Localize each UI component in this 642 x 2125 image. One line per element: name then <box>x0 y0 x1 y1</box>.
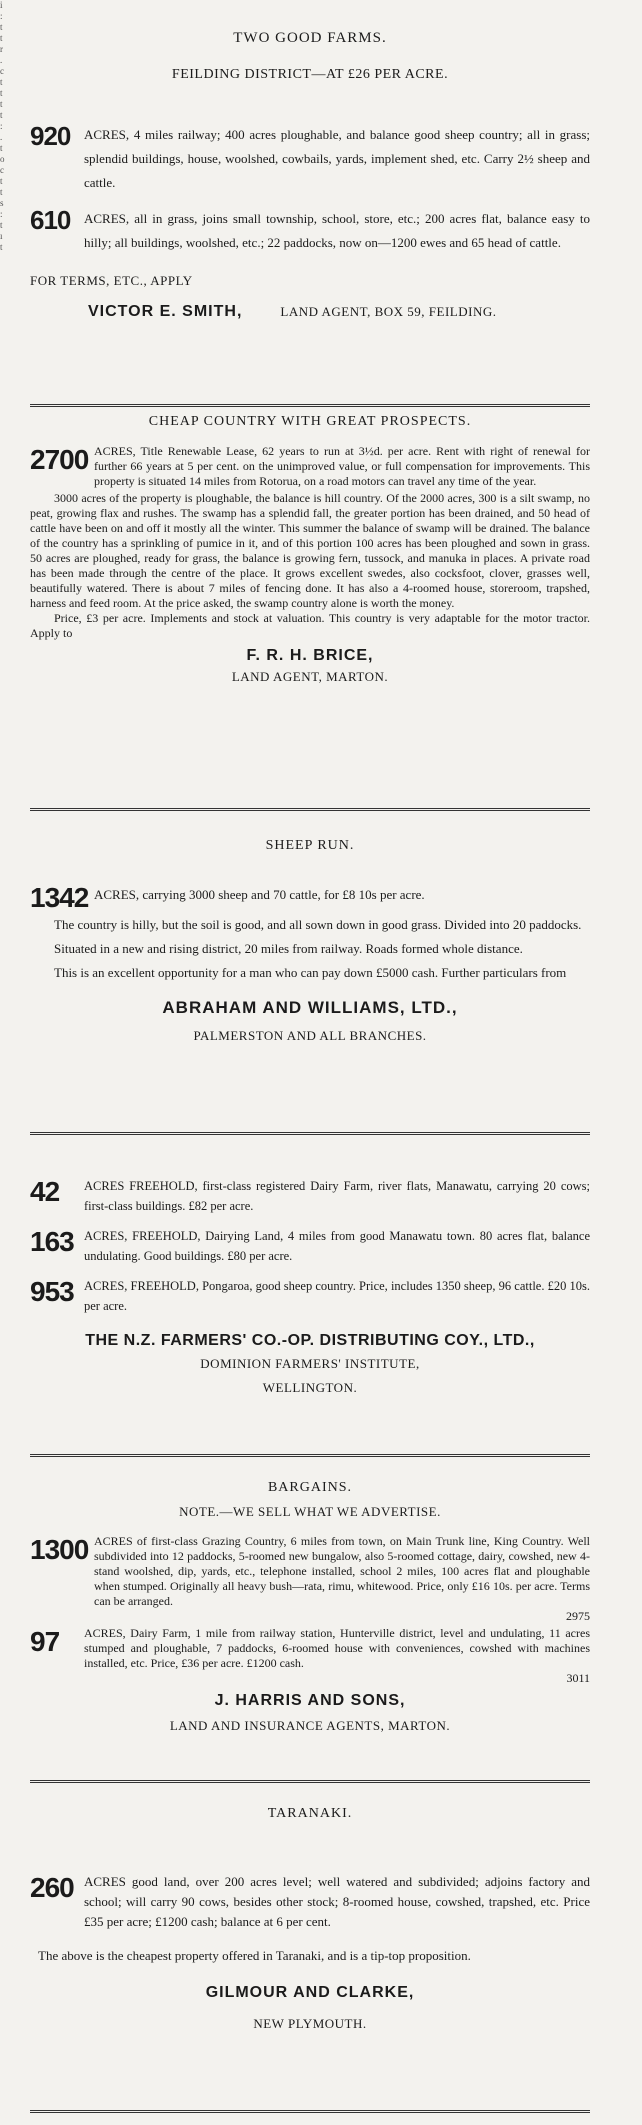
listing-text: ACRES of first-class Grazing Country, 6 miles from town, on Main Trunk line, King Country. Well subdivided into 12 paddocks, 5-roomed new bungalow, also 5-roomed cottage, dairy, cowshed, new 4-stand woolshed, dip, yards, etc., telephone installed, school 2 miles, 100 acres flat and ploughable when stumped. Originally all heavy bush—rata, rimu, whitewood. Price, only £16 10s. per acre. Terms can be arranged. <box>94 1534 590 1608</box>
listing-text: ACRES, Dairy Farm, 1 mile from railway station, Hunterville district, level and undulating, 11 acres stumped and ploughable, 7 paddocks, 6-roomed house with conveniences, cowshed with machines installed, etc. Price, £36 per acre. £1200 cash. <box>84 1626 590 1670</box>
section-title: CHEAP COUNTRY WITH GREAT PROSPECTS. <box>148 414 472 429</box>
acreage-number: 97 <box>30 1626 60 1657</box>
listing-price: Price, £3 per acre. Implements and stock at valuation. This country is very adaptable for the motor tractor. Apply to <box>30 611 590 640</box>
listing-text: ACRES, 4 miles railway; 400 acres ploughable, and balance good sheep country; all in grass; splendid buildings, house, woolshed, cowbails, yards, implement shed, etc. Carry 2½ sheep and cattle. <box>84 127 590 190</box>
section-divider <box>30 404 590 407</box>
section-title: TARANAKI. <box>267 1806 353 1821</box>
listing-text: ACRES, all in grass, joins small township, school, store, etc.; 200 acres flat, balance easy to hilly; all buildings, woolshed, etc.; 22 paddocks, now on—1200 ewes and 65 head of cattle. <box>84 211 590 250</box>
section-divider <box>30 1780 590 1783</box>
acreage-number: 1342 <box>30 882 89 913</box>
section-divider <box>30 1454 590 1457</box>
listing-42 <box>30 1176 590 1216</box>
acreage-number: 610 <box>30 205 71 235</box>
agent-name: GILMOUR AND CLARKE, <box>205 1984 415 2001</box>
reference-number: 3011 <box>566 1671 590 1685</box>
listing-note: The above is the cheapest property offered in Taranaki, and is a tip-top proposition. <box>38 1948 471 1963</box>
left-margin-strip: i : t t r . c t t t t : . t o c t t s : t ı t <box>0 0 5 252</box>
ad-two-good-farms <box>30 30 590 321</box>
acreage-number: 2700 <box>30 444 89 475</box>
section-divider <box>30 2110 590 2113</box>
acreage-number: 1300 <box>30 1534 89 1565</box>
ad-nz-farmers <box>30 1176 590 1396</box>
agent-detail: LAND AND INSURANCE AGENTS, MARTON. <box>169 1718 451 1733</box>
listing-97 <box>30 1626 590 1686</box>
listing-2700 <box>30 444 590 489</box>
listing-260 <box>30 1872 590 1932</box>
listing-text: ACRES, FREEHOLD, Dairying Land, 4 miles from good Manawatu town. 80 acres flat, balance undulating. Good buildings. £80 per acre. <box>84 1229 590 1263</box>
section-divider <box>30 808 590 811</box>
listing-location: Situated in a new and rising district, 20 miles from railway. Roads formed whole distance. <box>54 941 523 956</box>
listing-text: ACRES FREEHOLD, first-class registered Dairy Farm, river flats, Manawatu, carrying 20 cows; first-class buildings. £82 per acre. <box>84 1179 590 1213</box>
listing-text: ACRES, carrying 3000 sheep and 70 cattle, for £8 10s per acre. <box>94 887 425 902</box>
acreage-number: 260 <box>30 1872 74 1903</box>
listing-1342 <box>30 882 590 913</box>
acreage-number: 920 <box>30 121 71 151</box>
listing-description: The country is hilly, but the soil is good, and all sown down in good grass. Divided into 20 paddocks. <box>54 917 582 932</box>
listing-1300 <box>30 1534 590 1624</box>
section-subtitle: FEILDING DISTRICT—AT £26 PER ACRE. <box>171 67 449 82</box>
acreage-number: 953 <box>30 1276 74 1307</box>
agent-detail: NEW PLYMOUTH. <box>253 2016 367 2031</box>
agent-detail: WELLINGTON. <box>262 1380 358 1395</box>
listing-text: ACRES good land, over 200 acres level; well watered and subdivided; adjoins factory and school; will carry 90 cows, besides other stock; 8-roomed house, cowshed, trapshed, etc. Price £35 per acre; £1200 cash; balance at 6 per cent. <box>84 1874 590 1929</box>
section-title: TWO GOOD FARMS. <box>233 30 387 46</box>
reference-number: 2975 <box>566 1609 590 1623</box>
ad-sheep-run <box>30 838 590 1044</box>
section-divider <box>30 1132 590 1135</box>
agent-detail: PALMERSTON AND ALL BRANCHES. <box>193 1028 427 1043</box>
agent-name: J. HARRIS AND SONS, <box>214 1692 406 1709</box>
agent-name: F. R. H. BRICE, <box>246 647 374 664</box>
listing-920 <box>30 121 590 195</box>
agent-name: THE N.Z. FARMERS' CO.-OP. DISTRIBUTING COY., LTD., <box>85 1332 535 1349</box>
agent-name: ABRAHAM AND WILLIAMS, LTD., <box>162 998 458 1017</box>
listing-610 <box>30 205 590 255</box>
listing-offer: This is an excellent opportunity for a man who can pay down £5000 cash. Further particulars from <box>54 965 567 980</box>
listing-163 <box>30 1226 590 1266</box>
section-title: SHEEP RUN. <box>265 838 355 853</box>
listing-description: 3000 acres of the property is ploughable, the balance is hill country. Of the 2000 acres, 300 is a silt swamp, no peat, growing flax and rushes. The swamp has a splendid fall, the greater portion has been drained, and 50 head of cattle have been on and off it mostly all the winter. This summer the balance of swamp will be drained. The balance of the country has a sprinkling of pumice in it, and of this portion 100 acres has been ploughed and sown in grass. 50 acres are ploughed, ready for grass, the balance is growing fern, tussock, and manuka in places. A private road has been made through the centre of the place. It grows excellent swedes, also cocksfoot, clover, grasses well, beautifully watered. There is about 7 miles of fencing done. It has also a 4-roomed house, storeroom, trapshed, harness and feed room. At the price asked, the swamp country alone is worth the money. <box>30 491 590 610</box>
listing-953 <box>30 1276 590 1316</box>
section-subtitle: NOTE.—WE SELL WHAT WE ADVERTISE. <box>179 1504 441 1519</box>
agent-detail: LAND AGENT, MARTON. <box>231 669 389 684</box>
agent-detail: DOMINION FARMERS' INSTITUTE, <box>200 1356 420 1371</box>
acreage-number: 163 <box>30 1226 74 1257</box>
ad-cheap-country <box>30 414 590 685</box>
agent-detail: LAND AGENT, BOX 59, FEILDING. <box>280 304 497 319</box>
apply-line: FOR TERMS, ETC., APPLY <box>30 273 193 288</box>
listing-text: ACRES, Title Renewable Lease, 62 years to run at 3½d. per acre. Rent with right of renewal for further 66 years at 5 per cent. on the unimproved value, or full compensation for improvements. This property is situated 14 miles from Rotorua, on a road motors can travel any time of the year. <box>94 444 590 488</box>
ad-taranaki <box>30 1806 590 2032</box>
agent-name: VICTOR E. SMITH, <box>88 303 243 320</box>
section-title: BARGAINS. <box>267 1480 353 1495</box>
listing-text: ACRES, FREEHOLD, Pongaroa, good sheep country. Price, includes 1350 sheep, 96 cattle. £20 10s. per acre. <box>84 1279 590 1313</box>
acreage-number: 42 <box>30 1176 60 1207</box>
ad-bargains <box>30 1480 590 1734</box>
